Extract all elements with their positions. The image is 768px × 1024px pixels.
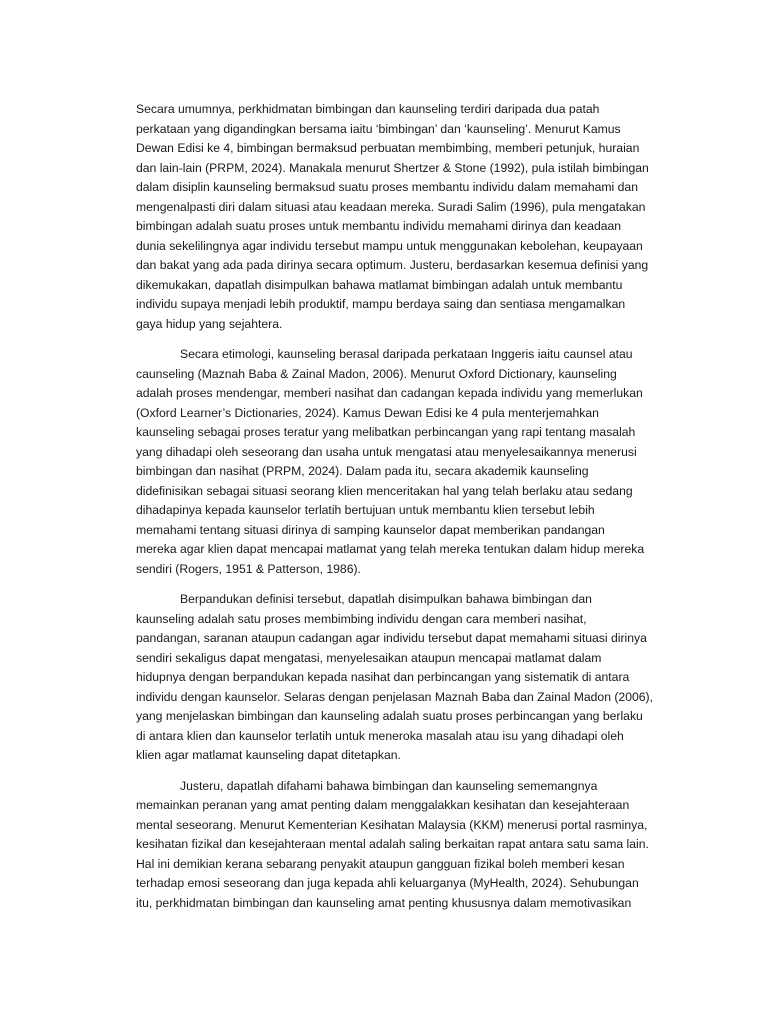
text-line: caunseling (Maznah Baba & Zainal Madon, 2006). Menurut Oxford Dictionary, kaunseling <box>136 366 617 381</box>
text-line: memainkan peranan yang amat penting dalam menggalakkan kesihatan dan kesejahteraan <box>136 798 630 812</box>
text-line: individu supaya menjadi lebih produktif, mampu berdaya saing dan sentiasa mengamalkan <box>136 297 626 311</box>
text-line: perkataan yang digandingkan bersama iaitu ‘bimbingan’ dan ‘kaunseling’. Menurut Kamus <box>136 121 621 136</box>
text-line: yang dihadapi oleh seseorang dan usaha untuk mengatasi atau menyelesaikannya menerusi <box>136 444 637 459</box>
text-line: yang menjelaskan bimbingan dan kaunseling adalah suatu proses perbincangan yang berlaku <box>136 709 643 723</box>
text-line: hidupnya dengan berpandukan kepada nasihat dan perbincangan yang sistematik di antara <box>136 670 630 684</box>
text-line: dikemukakan, dapatlah disimpulkan bahawa matlamat bimbingan adalah untuk membantu <box>136 277 623 292</box>
text-line: mental seseorang. Menurut Kementerian Kesihatan Malaysia (KKM) menerusi portal rasminya, <box>136 817 648 832</box>
text-line: dalam disiplin kaunseling bermaksud suatu proses membantu individu dalam memahami dan <box>136 180 638 194</box>
text-line: Secara etimologi, kaunseling berasal daripada perkataan Inggeris iaitu caunsel atau <box>180 347 633 361</box>
text-line: Dewan Edisi ke 4, bimbingan bermaksud perbuatan membimbing, memberi petunjuk, huraian <box>136 141 640 155</box>
text-line: adalah proses mendengar, memberi nasihat dan cadangan kepada individu yang memerlukan <box>136 386 643 400</box>
text-line: terhadap emosi seseorang dan juga kepada ahli keluarganya (MyHealth, 2024). Sehubungan <box>136 876 639 890</box>
paragraph-4 <box>136 777 671 914</box>
text-line: dunia sekelilingnya agar individu tersebut mampu untuk menggunakan kebolehan, keupayaan <box>136 238 643 253</box>
text-line: Hal ini demikian kerana sebarang penyakit ataupun gangguan fizikal boleh memberi kesan <box>136 856 625 871</box>
text-line: kaunseling sebagai proses teratur yang melibatkan perbincangan yang rapi tentang masalah <box>136 425 636 439</box>
text-line: di antara klien dan kaunselor terlatih untuk meneroka masalah atau isu yang dihadapi oleh <box>136 728 624 743</box>
text-line: memahami tentang situasi dirinya di samping kaunselor dapat memberikan pandangan <box>136 522 605 537</box>
text-line: bimbingan adalah suatu proses untuk membantu individu memahami dirinya dan keadaan <box>136 219 622 233</box>
text-line: gaya hidup yang sejahtera. <box>136 316 283 331</box>
text-line: (Oxford Learner’s Dictionaries, 2024). Kamus Dewan Edisi ke 4 pula menterjemahkan <box>136 405 599 420</box>
text-line: dan lain-lain (PRPM, 2024). Manakala menurut Shertzer & Stone (1992), pula istilah bimbingan <box>136 160 649 175</box>
paragraph-3 <box>136 590 671 766</box>
text-line: mereka agar klien dapat mencapai matlamat yang telah mereka tentukan dalam hidup mereka <box>136 542 645 556</box>
text-line: dan bakat yang ada pada dirinya secara optimum. Justeru, berdasarkan kesemua definisi yang <box>136 258 649 272</box>
text-line: kaunseling adalah satu proses membimbing individu dengan cara memberi nasihat, <box>136 611 587 626</box>
text-line: dihadapinya kepada kaunselor terlatih bertujuan untuk membantu klien tersebut lebih <box>136 503 595 517</box>
text-line: itu, perkhidmatan bimbingan dan kaunseling amat penting khususnya dalam memotivasikan <box>136 895 632 910</box>
paragraph-1 <box>136 100 671 334</box>
text-line: sendiri (Rogers, 1951 & Patterson, 1986). <box>136 561 361 576</box>
text-line: Justeru, dapatlah difahami bahawa bimbingan dan kaunseling sememangnya <box>180 778 598 793</box>
text-line: sendiri sekaligus dapat mengatasi, menyelesaikan ataupun mencapai matlamat dalam <box>136 650 602 665</box>
text-line: didefinisikan sebagai situasi seorang klien menceritakan hal yang telah berlaku atau sedang <box>136 483 633 498</box>
text-line: mengenalpasti diri dalam situasi atau keadaan mereka. Suradi Salim (1996), pula mengatakan <box>136 199 646 214</box>
document-page <box>136 100 671 924</box>
paragraph-2 <box>136 345 671 579</box>
text-line: Secara umumnya, perkhidmatan bimbingan dan kaunseling terdiri daripada dua patah <box>136 102 600 116</box>
text-line: bimbingan dan nasihat (PRPM, 2024). Dalam pada itu, secara akademik kaunseling <box>136 464 589 478</box>
text-line: klien agar matlamat kaunseling dapat ditetapkan. <box>136 748 401 762</box>
text-line: pandangan, saranan ataupun cadangan agar individu tersebut dapat memahami situasi dirinya <box>136 631 647 645</box>
text-line: Berpandukan definisi tersebut, dapatlah disimpulkan bahawa bimbingan dan <box>180 592 592 606</box>
text-line: kesihatan fizikal dan kesejahteraan mental adalah saling berkaitan rapat antara satu sama lain. <box>136 837 649 851</box>
text-line: individu dengan kaunselor. Selaras dengan penjelasan Maznah Baba dan Zainal Madon (2006), <box>136 689 653 704</box>
